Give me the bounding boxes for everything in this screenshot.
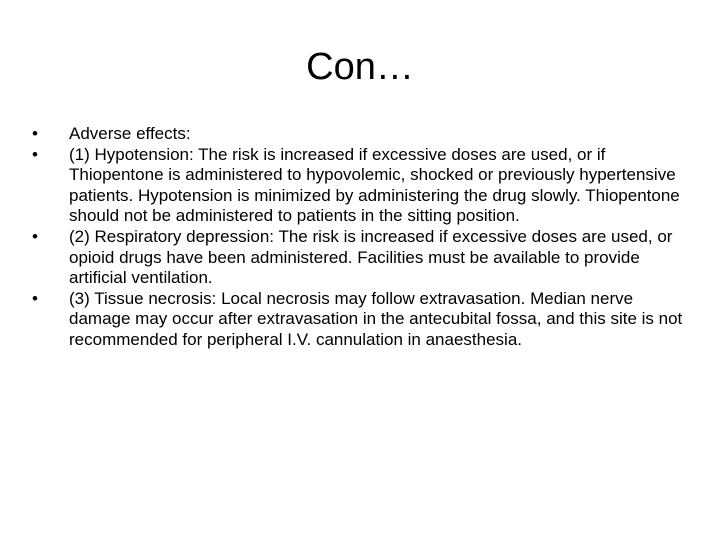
bullet-item-adverse-effects	[30, 124, 690, 145]
bullet-text: Adverse effects:	[69, 124, 191, 143]
bullet-dot-icon: •	[32, 226, 38, 246]
bullet-list	[30, 124, 690, 351]
bullet-text: (2) Respiratory depression: The risk is increased if excessive doses are used, or opioid drugs have been administered. Facilities must be available to provide artificial ventilation.	[69, 226, 673, 288]
bullet-dot-icon: •	[32, 124, 38, 143]
slide-title: Con…	[306, 46, 414, 88]
bullet-text: (1) Hypotension: The risk is increased if excessive doses are used, or if Thiopentone is administered to hypovolemic, shocked or previously hypertensive patients. Hypotension is minimized by administering the drug slowly. Thiopentone should not be administered to patients in the sitting position.	[69, 144, 680, 226]
bullet-item-respiratory-depression	[30, 227, 690, 289]
bullet-item-tissue-necrosis	[30, 289, 690, 351]
bullet-dot-icon: •	[32, 288, 38, 308]
bullet-text: (3) Tissue necrosis: Local necrosis may follow extravasation. Median nerve damage may occur after extravasation in the antecubital fossa, and this site is not recommended for peripheral I.V. cannulation in anaesthesia.	[69, 288, 683, 349]
bullet-dot-icon: •	[32, 144, 38, 164]
bullet-item-hypotension	[30, 145, 690, 227]
